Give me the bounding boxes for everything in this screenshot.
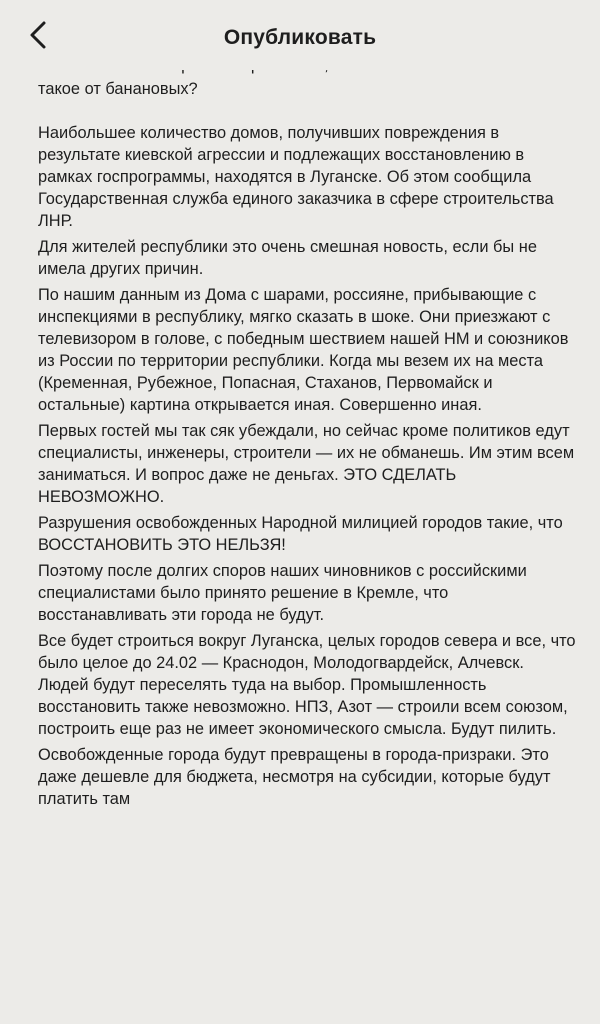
page-title: Опубликовать	[223, 26, 377, 49]
paragraph: По нашим данным из Дома с шарами, россияне, прибывающие с инспекциями в республику, мягко сказать в шоке. Они приезжают с телевизором в голове, с победным шествием нашей НМ и союзников из России по территории республики. Когда мы везем их на места (Кременная, Рубежное, Попасная, Стаханов, Первомайск и остальные) картина открывается иная. Совершенно иная.	[38, 286, 569, 414]
paragraph: Разрушения освобожденных Народной милицией городов такие, что ВОССТАНОВИТЬ ЭТО НЕЛЬЗЯ!	[38, 514, 563, 554]
top-bar	[0, 0, 600, 70]
paragraph: Все будет строиться вокруг Луганска, целых городов севера и все, что было целое до 24.02 — Краснодон, Молодогвардейск, Алчевск. Людей будут переселять туда на выбор. Промышленность восстановить также невозможно. НПЗ, Азот — строили всем союзом, построить еще раз не имеет экономического смысла. Будут пилить.	[38, 632, 576, 738]
post-text[interactable]	[38, 60, 578, 1024]
paragraph: Первых гостей мы так сяк убеждали, но сейчас кроме политиков едут специалисты, инженеры, строители — их не обманешь. Им этим всем заниматься. И вопрос даже не деньгах. ЭТО СДЕЛАТЬ НЕВОЗМОЖНО.	[38, 422, 575, 506]
intro-line: такое от банановых?	[38, 80, 198, 98]
paragraph: Освобожденные города будут превращены в города-призраки. Это даже дешевле для бюджета, несмотря на субсидии, которые будут платить там	[38, 746, 551, 808]
paragraph: Наибольшее количество домов, получивших повреждения в результате киевской агрессии и подлежащих восстановлению в рамках госпрограммы, находятся в Луганске. Об этом сообщила Государственная служба единого заказчика в сфере строительства ЛНР.	[38, 124, 554, 230]
paragraph: Поэтому после долгих споров наших чиновников с российскими специалистами было принято решение в Кремле, что восстанавливать эти города не будут.	[38, 562, 527, 624]
paragraph: Для жителей республики это очень смешная новость, если бы не имела других причин.	[38, 238, 537, 278]
